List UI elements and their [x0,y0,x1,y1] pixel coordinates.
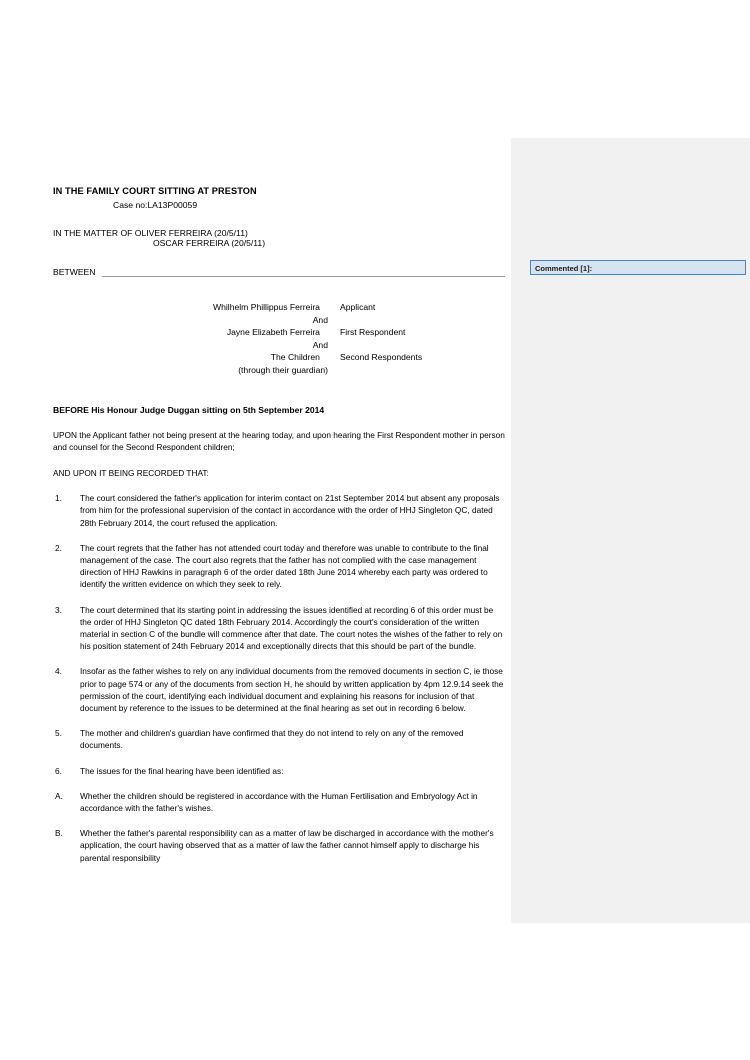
party-row [53,301,505,314]
party-role: Applicant [339,302,376,312]
upon-paragraph: UPON the Applicant father not being present at the hearing today, and upon hearing the First Respondent mother in person and counsel for the Second Respondent children; [53,429,505,452]
matter-heading [53,228,505,248]
between-label: BETWEEN [53,267,96,277]
between-rule [102,267,506,277]
comment-annotation-1[interactable]: Commented [1]: [530,260,746,275]
matter-line-2: OSCAR FERREIRA (20/5/11) [153,238,266,248]
lettered-issues-list [53,790,505,864]
list-marker: 1. [55,493,62,504]
list-text: Whether the father's parental responsibility can as a matter of law be discharged in accordance with the mother's application, the court having observed that as a matter of law the father cannot himself apply to discharge his parental responsibility [80,828,494,863]
list-text: The court regrets that the father has not attended court today and therefore was unable to contribute to the final management of the case. The court also regrets that the father has not complied with the case management direction of HHJ Rawkins in paragraph 6 of the order dated 18th June 2014 whereby each party was ordered to identify the written evidence on which they seek to rely. [80,542,489,590]
recorded-heading: AND UPON IT BEING RECORDED THAT: [53,467,209,478]
list-marker: A. [55,790,63,801]
list-marker: 5. [55,728,62,739]
list-item [53,542,505,591]
list-marker: 4. [55,666,62,677]
party-name: The Children [270,352,320,363]
court-title: IN THE FAMILY COURT SITTING AT PRESTON [53,186,257,196]
case-number: Case no:LA13P00059 [113,200,198,210]
party-guardian-note: (through their guardian) [238,364,328,375]
list-marker: 2. [55,542,62,553]
party-role: Second Respondents [339,352,423,363]
party-name: Jayne Elizabeth Ferreira [226,327,320,338]
between-row [53,267,505,277]
list-marker: B. [55,828,63,839]
party-name: Whilhelm Phillippus Ferreira [212,302,320,312]
list-item [53,765,505,777]
list-item [53,492,505,529]
party-role: First Respondent [339,327,406,338]
list-marker: 3. [55,604,62,615]
list-item [53,727,505,751]
list-text: The court considered the father's application for interim contact on 21st September 2014 but absent any proposals from him for the professional supervision of the contact in accordance with the order of HHJ Singleton QC, dated 28th February 2014, the court refused the application. [80,493,500,528]
party-connector: And [312,339,328,350]
before-judge-line: BEFORE His Honour Judge Duggan sitting on 5th September 2014 [53,404,325,415]
list-text: The issues for the final hearing have been identified as: [80,765,284,776]
document-body [53,186,505,864]
parties-block [53,301,505,377]
party-row [53,326,505,339]
list-text: The mother and children's guardian have confirmed that they do not intend to rely on any of the removed documents. [80,728,464,751]
list-marker: 6. [55,765,62,776]
list-text: Insofar as the father wishes to rely on any individual documents from the removed documents in section C, ie those prior to page 574 or any of the documents from section H, he should by written application by 4pm 12.9.14 seek the permission of the court, identifying each individual document and explaining his reasons for inclusion of that document by reference to the issues to be determined at the final hearing as set out in recording 6 below. [80,666,504,714]
party-connector: And [312,314,328,325]
list-item [53,604,505,653]
numbered-recordings-list [53,492,505,777]
list-item [53,665,505,714]
matter-line-1: IN THE MATTER OF OLIVER FERREIRA (20/5/11) [53,228,248,238]
list-item [53,827,505,864]
party-row [53,351,505,364]
list-text: The court determined that its starting point in addressing the issues identified at recording 6 of this order must be the order of HHJ Singleton QC dated 18th February 2014. Accordingly the court's consideration of the written material in section C of the bundle will commence after that date. The court notes the wishes of the father to rely on his position statement of 24th February 2014 and exceptionally directs that this should be part of the bundle. [80,604,503,652]
list-item [53,790,505,814]
list-text: Whether the children should be registered in accordance with the Human Fertilisation and Embryology Act in accordance with the father's wishes. [80,790,478,814]
comment-margin-pane [511,138,750,923]
